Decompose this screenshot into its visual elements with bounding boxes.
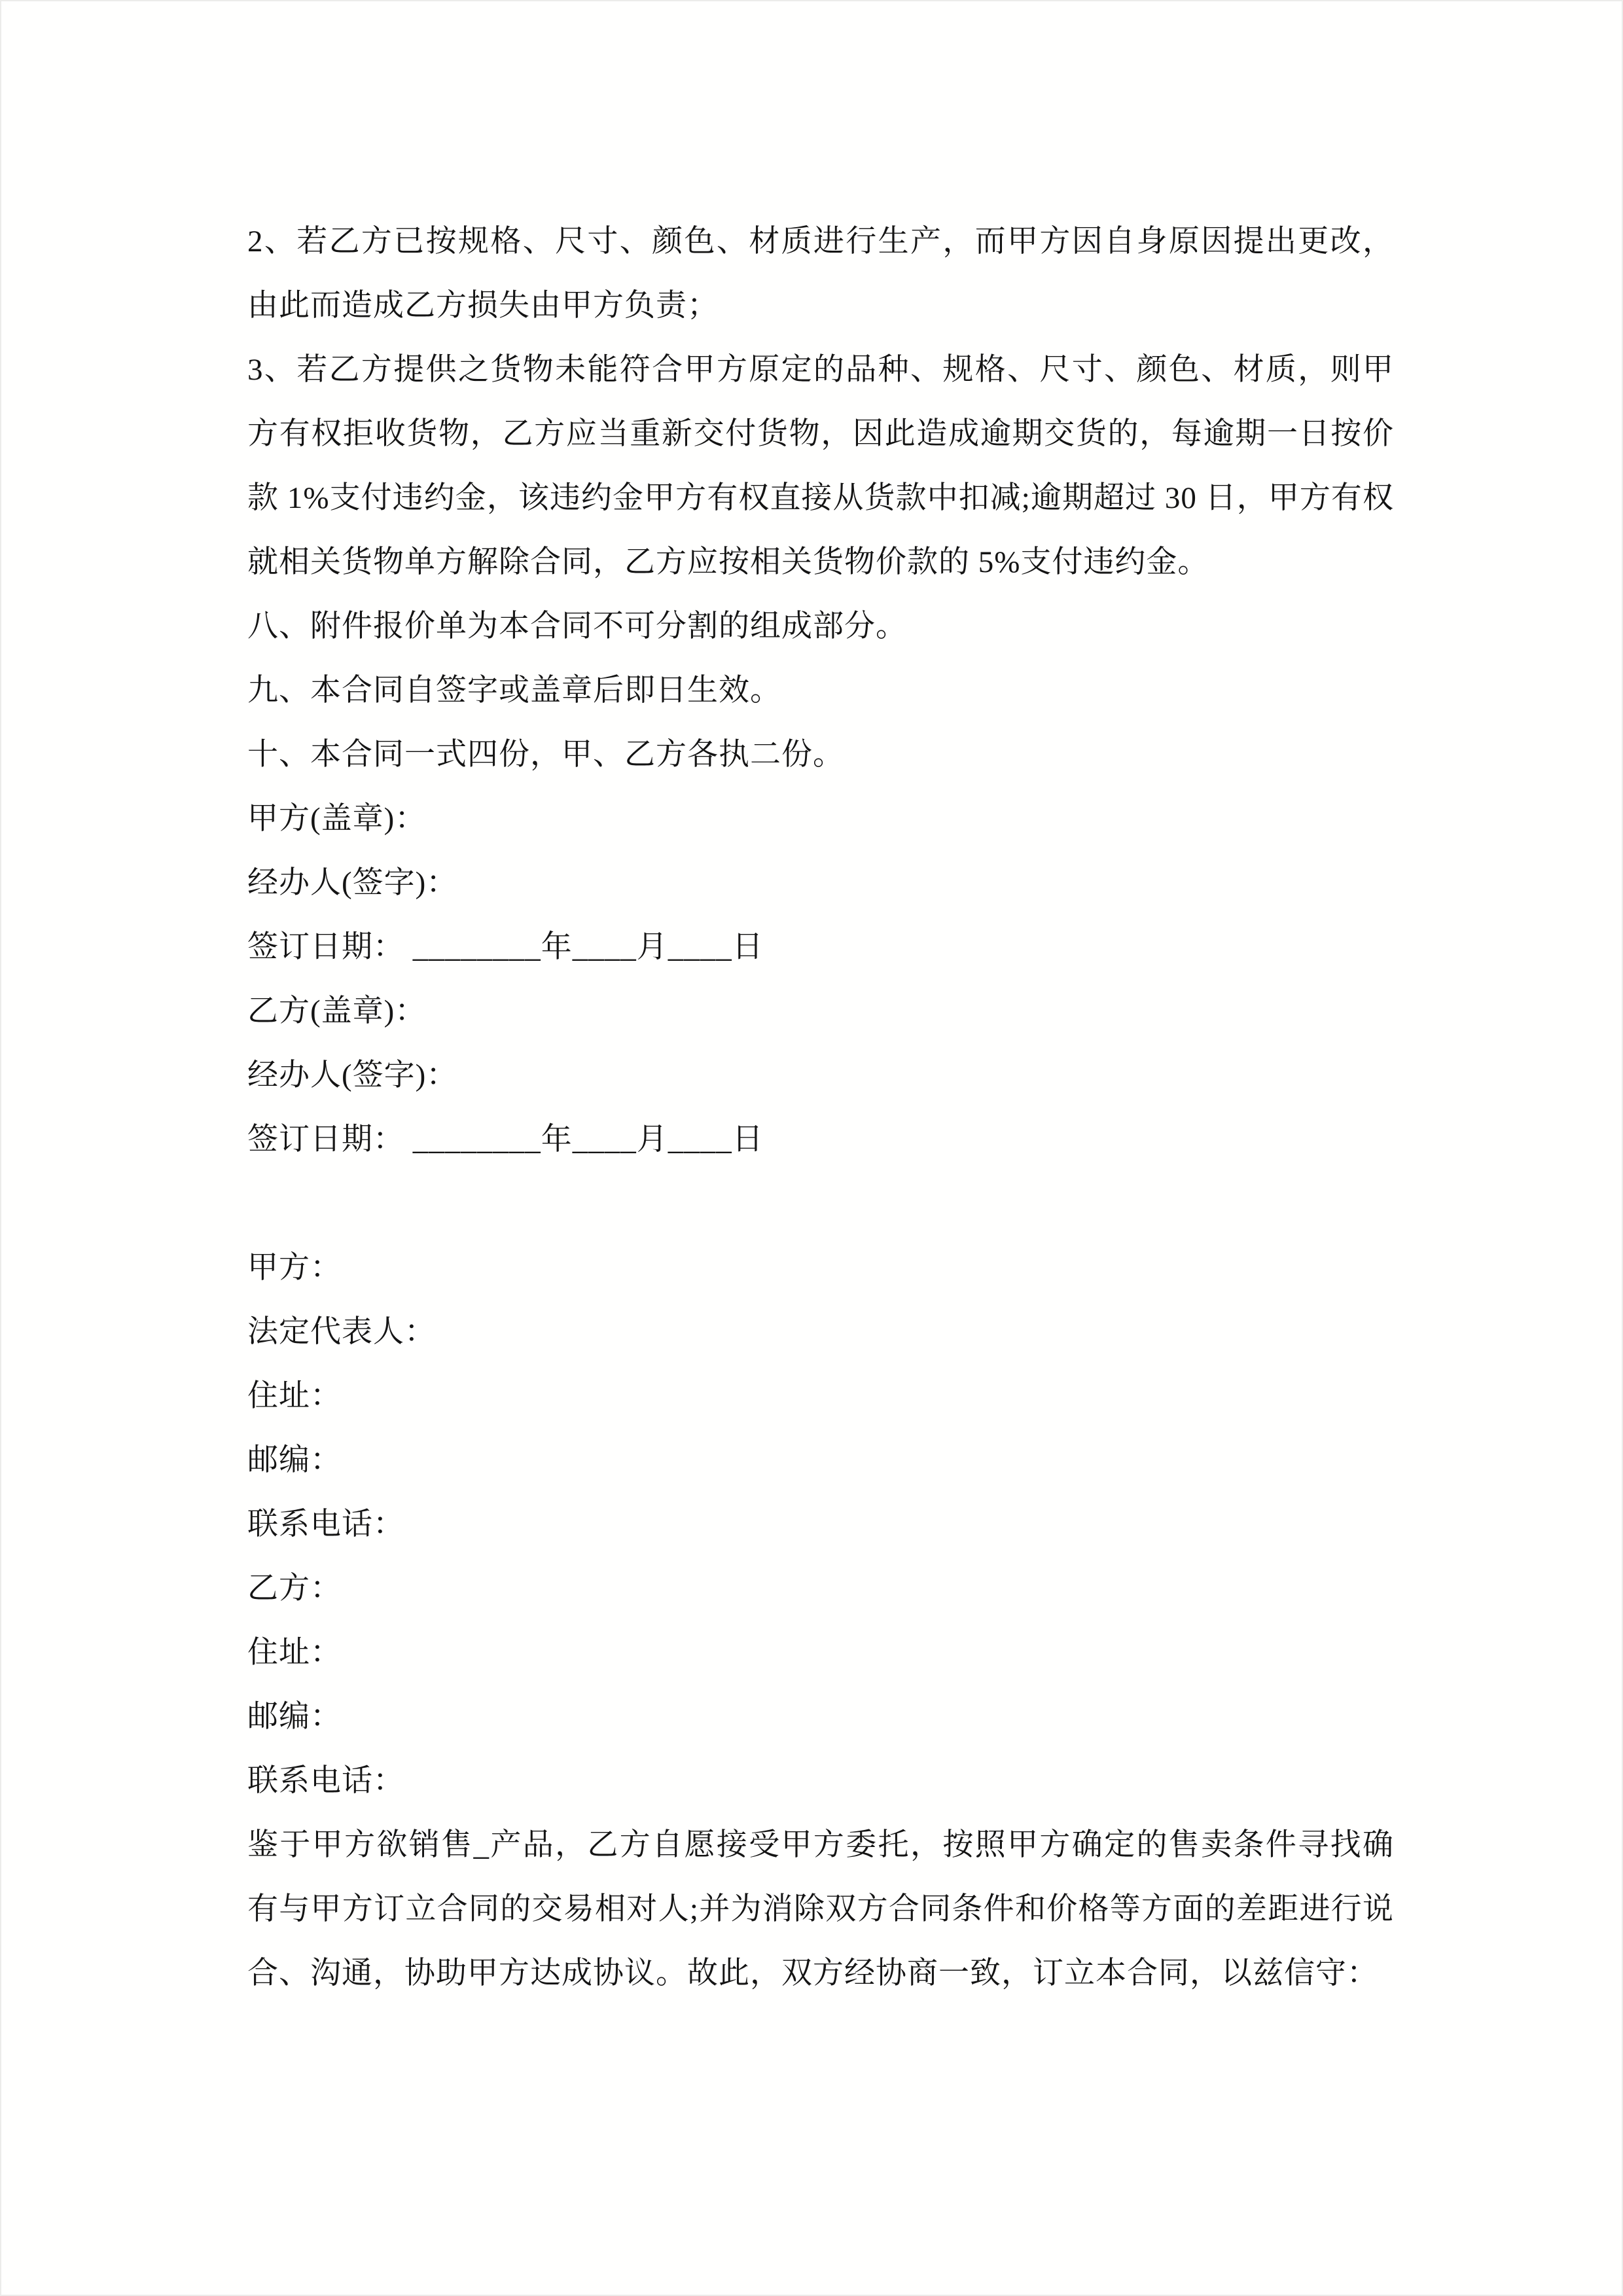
party-b-sign-date-line: 签订日期： ________年____月____日 (247, 1122, 764, 1157)
party-b-address-line: 住址： (247, 1636, 342, 1670)
party-a-sign-date-line: 签订日期： ________年____月____日 (247, 930, 764, 964)
clause-10-copies: 十、本合同一式四份，甲、乙方各执二份。 (247, 738, 844, 772)
party-b-label: 乙方： (247, 1571, 342, 1605)
party-a-seal-line: 甲方(盖章)： (247, 802, 427, 836)
party-a-label: 甲方： (247, 1251, 342, 1285)
clause-8-attachment: 八、附件报价单为本合同不可分割的组成部分。 (247, 609, 907, 643)
contract-body (247, 209, 1394, 2005)
clause-2-liability: 2、若乙方已按规格、尺寸、颜色、材质进行生产，而甲方因自身原因提出更改，由此而造成乙方损失由甲方负责； (247, 224, 1394, 323)
section-gap (247, 1172, 1394, 1236)
party-b-phone-line: 联系电话： (247, 1764, 404, 1798)
party-b-zip-line: 邮编： (247, 1700, 342, 1734)
party-a-legal-rep-line: 法定代表人： (247, 1315, 436, 1349)
party-b-seal-line: 乙方(盖章)： (247, 994, 427, 1028)
preamble-paragraph: 鉴于甲方欲销售_产品，乙方自愿接受甲方委托，按照甲方确定的售卖条件寻找确有与甲方订立合同的交易相对人;并为消除双方合同条件和价格等方面的差距进行说合、沟通，协助甲方达成协议。故此，双方经协商一致，订立本合同，以兹信守： (247, 1828, 1394, 1990)
party-a-agent-line: 经办人(签字)： (247, 866, 458, 900)
clause-3-breach-penalty: 3、若乙方提供之货物未能符合甲方原定的品种、规格、尺寸、颜色、材质，则甲方有权拒收货物，乙方应当重新交付货物，因此造成逾期交货的，每逾期一日按价款 1%支付违约金，该违约金甲方有权直接从货款中扣减;逾期超过 30 日，甲方有权就相关货物单方解除合同，乙方应按相关货物价款的 5%支付违约金。 (247, 353, 1394, 579)
party-a-phone-line: 联系电话： (247, 1507, 404, 1541)
party-a-zip-line: 邮编： (247, 1443, 342, 1477)
party-a-address-line: 住址： (247, 1379, 342, 1413)
party-b-agent-line: 经办人(签字)： (247, 1058, 458, 1092)
clause-9-effective: 九、本合同自签字或盖章后即日生效。 (247, 673, 781, 708)
